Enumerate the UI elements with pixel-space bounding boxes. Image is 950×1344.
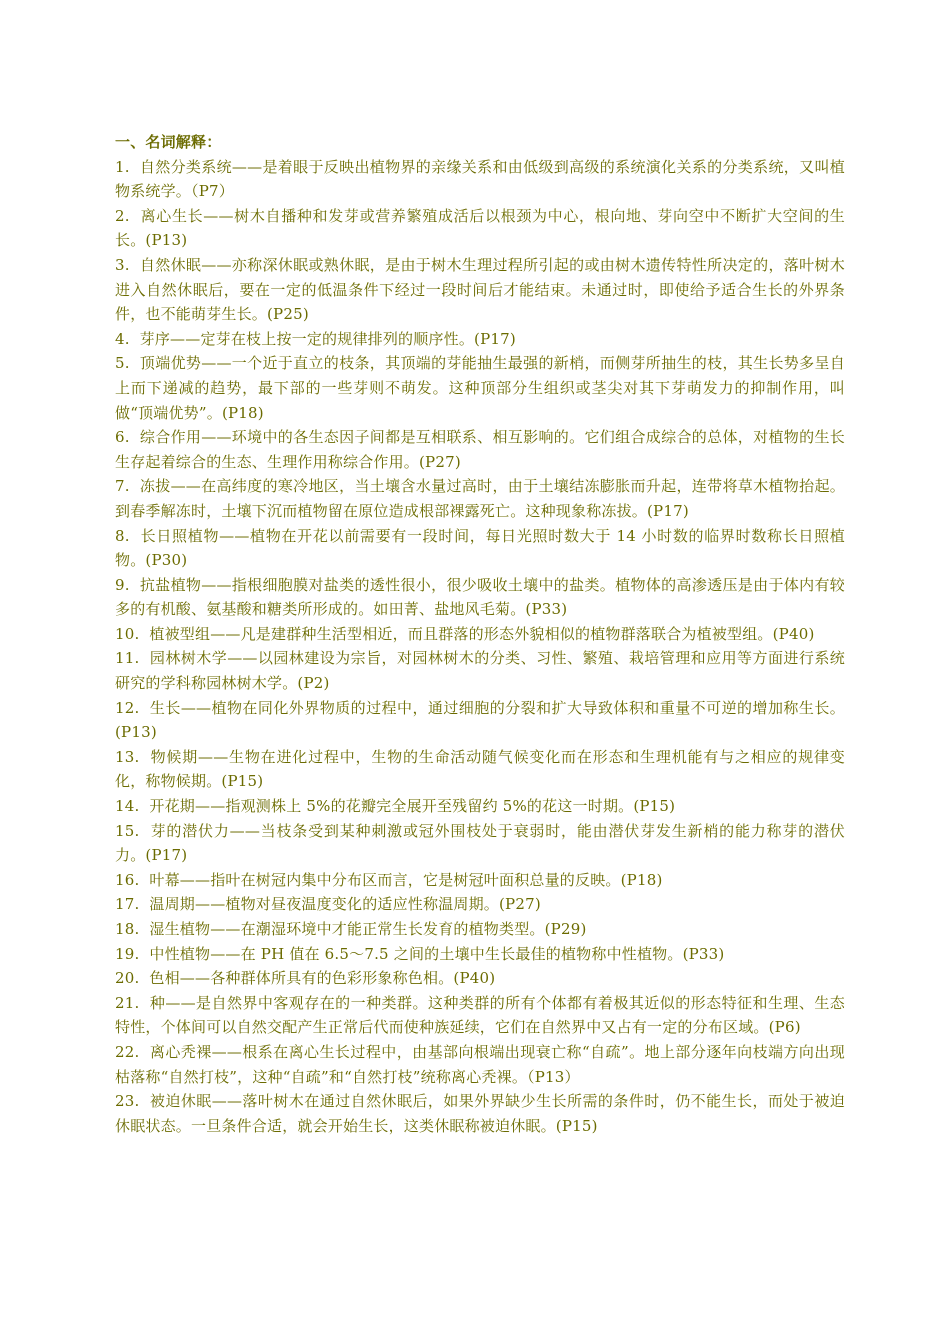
item-text: 综合作用——环境中的各生态因子间都是互相联系、相互影响的。它们组合成综合的总体，对植物的生长生存起着综合的生态、生理作用称综合作用。(P27) <box>115 428 845 471</box>
item-number: 5. <box>115 354 130 373</box>
item-number: 18. <box>115 920 140 938</box>
item-text: 顶端优势——一个近于直立的枝条，其顶端的芽能抽生最强的新梢，而侧芽所抽生的枝，其生长势多呈自上而下递减的趋势，最下部的一些芽则不萌发。这种顶部分生组织或茎尖对其下芽萌发力的抑制作用，叫做“顶端优势”。(P18) <box>115 354 845 422</box>
item-number: 6. <box>115 428 130 447</box>
item-text: 离心秃裸——根系在离心生长过程中，由基部向根端出现衰亡称“自疏”。地上部分逐年向枝端方向出现枯落称“自然打枝”，这种“自疏”和“自然打枝”统称离心秃裸。（P13） <box>115 1042 845 1086</box>
item-text: 离心生长——树木自播种和发芽或营养繁殖成活后以根颈为中心，根向地、芽向空中不断扩大空间的生长。(P13) <box>115 206 845 250</box>
definition-list <box>115 155 845 1139</box>
item-number: 13. <box>115 747 140 766</box>
definition-item <box>115 1040 845 1089</box>
item-number: 10. <box>115 624 140 643</box>
item-text: 长日照植物——植物在开花以前需要有一段时间，每日光照时数大于 14 小时数的临界时数称长日照植物。(P30) <box>115 526 846 570</box>
item-text: 被迫休眠——落叶树木在通过自然休眠后，如果外界缺少生长所需的条件时，仍不能生长，而处于被迫休眠状态。一旦条件合适，就会开始生长，这类休眠称被迫休眠。(P15) <box>115 1092 845 1135</box>
item-text: 冻拔——在高纬度的寒冷地区，当土壤含水量过高时，由于土壤结冻膨胀而升起，连带将草木植物抬起。到春季解冻时，土壤下沉而植物留在原位造成根部裸露死亡。这种现象称冻拔。(P17) <box>115 477 845 520</box>
item-number: 16. <box>115 870 140 889</box>
definition-item <box>115 425 845 474</box>
item-text: 生长——植物在同化外界物质的过程中，通过细胞的分裂和扩大导致体积和重量不可逆的增加称生长。(P13) <box>115 698 845 742</box>
definition-item <box>115 573 845 622</box>
definition-item <box>115 942 845 967</box>
item-number: 21. <box>115 993 140 1012</box>
item-text: 开花期——指观测株上 5%的花瓣完全展开至残留约 5%的花这一时期。(P15) <box>149 797 676 816</box>
item-text: 自然休眠——亦称深休眠或熟休眠，是由于树木生理过程所引起的或由树木遗传特性所决定的，落叶树木进入自然休眠后，要在一定的低温条件下经过一段时间后才能结束。未通过时，即使给予适合生长的外界条件，也不能萌芽生长。(P25) <box>115 255 845 324</box>
item-number: 20. <box>115 969 140 988</box>
item-number: 22. <box>115 1042 140 1061</box>
definition-item <box>115 1089 845 1138</box>
definition-item <box>115 524 845 573</box>
definition-item <box>115 646 845 695</box>
item-text: 中性植物——在 PH 值在 6.5～7.5 之间的土壤中生长最佳的植物称中性植物。(P33) <box>149 944 725 963</box>
definition-item <box>115 696 845 745</box>
item-number: 2. <box>115 206 130 225</box>
definition-item <box>115 917 845 942</box>
item-text: 芽的潜伏力——当枝条受到某种刺激或冠外围枝处于衰弱时，能由潜伏芽发生新梢的能力称芽的潜伏力。(P17) <box>115 821 845 865</box>
definition-item <box>115 204 845 253</box>
item-number: 4. <box>115 329 130 348</box>
definition-item <box>115 966 845 991</box>
item-text: 物候期——生物在进化过程中，生物的生命活动随气候变化而在形态和生理机能有与之相应的规律变化，称物候期。(P15) <box>115 747 845 791</box>
definition-item <box>115 622 845 647</box>
item-number: 12. <box>115 698 140 717</box>
definition-item <box>115 892 845 917</box>
section-title: 一、名词解释： <box>115 133 222 151</box>
item-number: 14. <box>115 797 140 816</box>
item-text: 叶幕——指叶在树冠内集中分布区而言，它是树冠叶面积总量的反映。(P18) <box>149 870 663 889</box>
item-number: 17. <box>115 895 140 914</box>
document-body <box>115 130 845 1138</box>
item-number: 19. <box>115 944 140 963</box>
item-text: 色相——各种群体所具有的色彩形象称色相。(P40) <box>149 969 496 988</box>
item-text: 温周期——植物对昼夜温度变化的适应性称温周期。(P27) <box>149 895 541 914</box>
item-number: 1. <box>115 157 130 176</box>
item-number: 3. <box>115 255 130 274</box>
item-number: 11. <box>115 649 140 668</box>
definition-item <box>115 991 845 1040</box>
definition-item <box>115 819 845 868</box>
definition-item <box>115 155 845 204</box>
item-text: 芽序——定芽在枝上按一定的规律排列的顺序性。(P17) <box>139 329 516 348</box>
item-text: 自然分类系统——是着眼于反映出植物界的亲缘关系和由低级到高级的系统演化关系的分类系统，又叫植物系统学。（P7） <box>115 157 845 201</box>
item-text: 抗盐植物——指根细胞膜对盐类的透性很小，很少吸收土壤中的盐类。植物体的高渗透压是由于体内有较多的有机酸、氨基酸和糖类所形成的。如田菁、盐地风毛菊。(P33) <box>115 575 845 619</box>
definition-item <box>115 327 845 352</box>
item-number: 9. <box>115 575 130 594</box>
definition-item <box>115 868 845 893</box>
definition-item <box>115 253 845 327</box>
item-number: 7. <box>115 477 130 496</box>
item-number: 15. <box>115 821 140 840</box>
item-text: 种——是自然界中客观存在的一种类群。这种类群的所有个体都有着极其近似的形态特征和生理、生态特性，个体间可以自然交配产生正常后代而使种族延续，它们在自然界中又占有一定的分布区域。(P6) <box>115 993 845 1037</box>
item-number: 23. <box>115 1092 140 1111</box>
definition-item <box>115 745 845 794</box>
definition-item <box>115 474 845 523</box>
item-text: 植被型组——凡是建群种生活型相近，而且群落的形态外貌相似的植物群落联合为植被型组。(P40) <box>149 624 815 643</box>
item-text: 湿生植物——在潮湿环境中才能正常生长发育的植物类型。(P29) <box>149 920 587 938</box>
definition-item <box>115 351 845 425</box>
item-text: 园林树木学——以园林建设为宗旨，对园林树木的分类、习性、繁殖、栽培管理和应用等方面进行系统研究的学科称园林树木学。(P2) <box>115 649 845 693</box>
definition-item <box>115 794 845 819</box>
item-number: 8. <box>115 526 130 545</box>
